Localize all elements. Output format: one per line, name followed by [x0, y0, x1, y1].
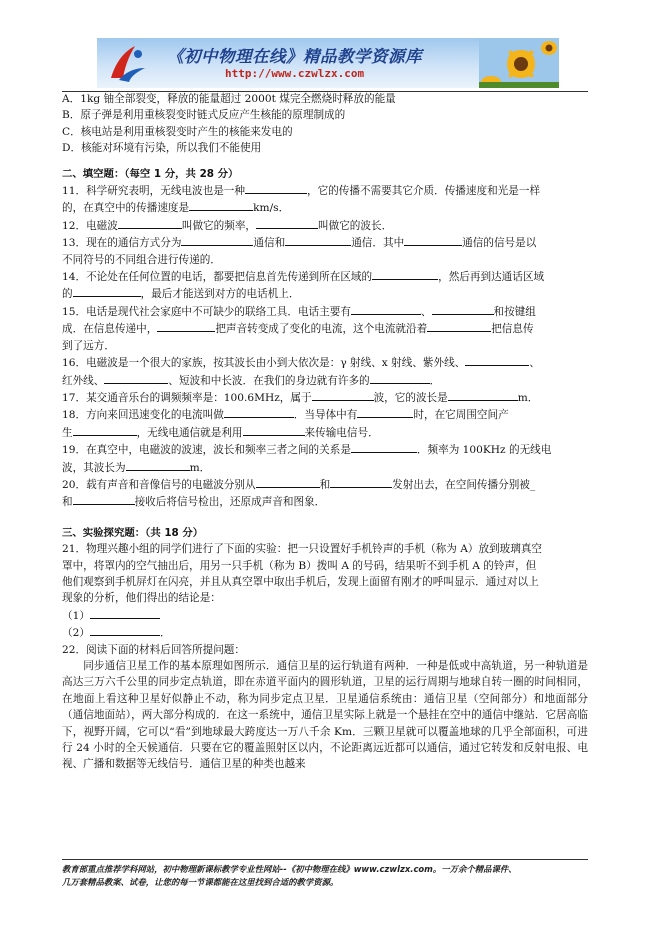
answer-blank[interactable] [351, 303, 421, 315]
question-15-cont: 成．在信息传递中， 把声音转变成了变化的电流，这个电流就沿着 把信息传 [62, 320, 588, 337]
answer-blank[interactable] [432, 303, 494, 315]
answer-blank[interactable] [118, 217, 182, 229]
question-15: 15．电话是现代社会家庭中不可缺少的联络工具．电话主要有 、 和按键组 [62, 303, 588, 320]
choice-b: B．原子弹是利用重核裂变时链式反应产生核能的原理制成的 [62, 109, 346, 122]
answer-blank[interactable] [73, 424, 137, 436]
answer-blank[interactable] [90, 607, 160, 619]
answer-blank[interactable] [126, 459, 190, 471]
question-12: 12．电磁波 叫做它的频率， 叫做它的波长． [62, 217, 588, 234]
question-13-cont: 不同符号的不同组合进行传递的． [62, 253, 221, 266]
choice-a: A．1kg 铀全部裂变，释放的能量超过 2000t 煤完全燃烧时释放的能量 [62, 93, 396, 105]
document-body [62, 91, 588, 773]
question-22-passage: 同步通信卫星工作的基本原理如图所示．通信卫星的运行轨道有两种．一种是低或中高轨道，另一种轨道是高达三万六千公里的同步定点轨道，即在赤道平面内的圆形轨道，卫星的运行周期与地球自转一圈的时间相同，在地面上看这种卫星好似静止不动，称为同步定点卫星．卫星通信系统由：通信卫星（空间部分）和地面部分（通信地面站），两大部分构成的．在这一系统中，通信卫星实际上就是一个悬挂在空中的通信中继站．它居高临下，视野开阔，它可以“看”到地球最大跨度达一万八千余 Km．三颗卫星就可以覆盖地球的几乎全部面积，可进行 24 小时的全天候通信．只要在它的覆盖照射区以内，不论距离远近都可以通信，通过它转发和反射电报、电视、广播和数据等无线信号．通信卫星的种类也越来 [62, 660, 588, 771]
question-19-cont: 波，其波长为 m． [62, 459, 588, 476]
answer-blank[interactable] [243, 424, 305, 436]
answer-blank[interactable] [256, 217, 318, 229]
answer-blank[interactable] [104, 372, 168, 384]
answer-blank[interactable] [224, 406, 294, 418]
question-21-line: 21．物理兴趣小组的同学们进行了下面的实验：把一只设置好手机铃声的手机（称为 A）放到玻璃真空 [62, 543, 543, 556]
answer-blank[interactable] [357, 406, 413, 418]
question-21-line: 罩中，将罩内的空气抽出后，用另一只手机（称为 B）拨叫 A 的号码，结果听不到手机 A 的铃声，但 [62, 559, 537, 572]
question-14-cont: 的 ，最后才能送到对方的电话机上． [62, 285, 588, 302]
choice-d: D．核能对环境有污染，所以我们不能使用 [62, 142, 262, 155]
question-13: 13．现在的通信方式分为 通信和 通信．其中 通信的信号是以 [62, 234, 588, 251]
choice-c: C．核电站是利用重核裂变时产生的核能来发电的 [62, 125, 293, 138]
answer-blank[interactable] [285, 234, 351, 246]
site-logo-icon [105, 42, 149, 84]
question-18-cont: 生 ，无线电通信就是利用 来传输电信号． [62, 424, 588, 441]
question-21-line: 现象的分析，他们得出的结论是： [62, 592, 221, 605]
question-17: 17．某交通音乐台的调频频率是：100.6MHz，属于 波，它的波长是 m． [62, 389, 588, 406]
answer-blank[interactable] [465, 354, 529, 366]
question-14: 14．不论处在任何位置的电话，都要把信息首先传递到所在区域的 ，然后再到达通话区域 [62, 268, 588, 285]
answer-blank[interactable] [370, 372, 430, 384]
question-11: 11．科学研究表明，无线电波也是一种 ，它的传播不需要其它介质．传播速度和光是一样 [62, 182, 588, 199]
question-22-intro: 22．阅读下面的材料后回答所提问题： [62, 643, 245, 656]
answer-blank[interactable] [372, 268, 438, 280]
question-21-answer-1: （1） [62, 607, 588, 624]
question-20: 20．载有声音和音像信号的电磁波分别从 和 发射出去，在空间传播分别被_ [62, 476, 588, 493]
answer-blank[interactable] [245, 182, 307, 194]
section-heading-experiment: 三、实验探究题：（共 18 分） [62, 526, 204, 539]
answer-blank[interactable] [181, 234, 253, 246]
footer-line: 几万套精品教案、试卷，让您的每一节课都能在这里找到合适的教学资源。 [62, 877, 339, 887]
answer-blank[interactable] [189, 199, 253, 211]
answer-blank[interactable] [312, 389, 374, 401]
answer-blank[interactable] [351, 441, 417, 453]
banner-title: 《初中物理在线》精品教学资源库 [167, 47, 422, 66]
question-15-cont2: 到了远方． [62, 339, 115, 352]
question-16-cont: 红外线、 、短波和中长波．在我们的身边就有许多的 ． [62, 372, 588, 389]
answer-blank[interactable] [448, 389, 518, 401]
question-21-line: 他们观察到手机屏灯在闪亮，并且从真空罩中取出手机后，发现上面留有刚才的呼叫显示．通过对以上 [62, 575, 539, 588]
answer-blank[interactable] [427, 320, 491, 332]
page-footer [62, 863, 602, 889]
answer-blank[interactable] [73, 285, 141, 297]
question-16: 16．电磁波是一个很大的家族，按其波长由小到大依次是：γ 射线、x 射线、紫外线、 、 [62, 354, 588, 371]
footer-rule [62, 859, 588, 860]
question-11-cont: 的，在真空中的传播速度是 km/s． [62, 199, 588, 216]
question-19: 19．在真空中，电磁波的波速，波长和频率三者之间的关系是 ．频率为 100KHz 的无线电 [62, 441, 588, 458]
answer-blank[interactable] [404, 234, 462, 246]
question-21-answer-2: （2） ． [62, 624, 588, 641]
answer-blank[interactable] [157, 320, 215, 332]
banner-url: http://www.czwlzx.com [225, 67, 365, 80]
sunflower-icon [479, 38, 559, 88]
answer-blank[interactable] [330, 476, 392, 488]
section-heading-fill-in: 二、填空题：（每空 1 分，共 28 分） [62, 167, 239, 180]
answer-blank[interactable] [256, 476, 320, 488]
header-banner [97, 38, 559, 88]
question-20-cont: 和 接收后将信号检出，还原成声音和图象． [62, 493, 588, 510]
footer-line: 教育部重点推荐学科网站，初中物理新课标教学专业性网站--《初中物理在线》www.czwlzx.com。一万余个精品课件、 [62, 864, 517, 874]
question-18: 18．方向来回迅速变化的电流叫做 ．当导体中有 时，在它周围空间产 [62, 406, 588, 423]
answer-blank[interactable] [90, 624, 160, 636]
answer-blank[interactable] [73, 493, 135, 505]
